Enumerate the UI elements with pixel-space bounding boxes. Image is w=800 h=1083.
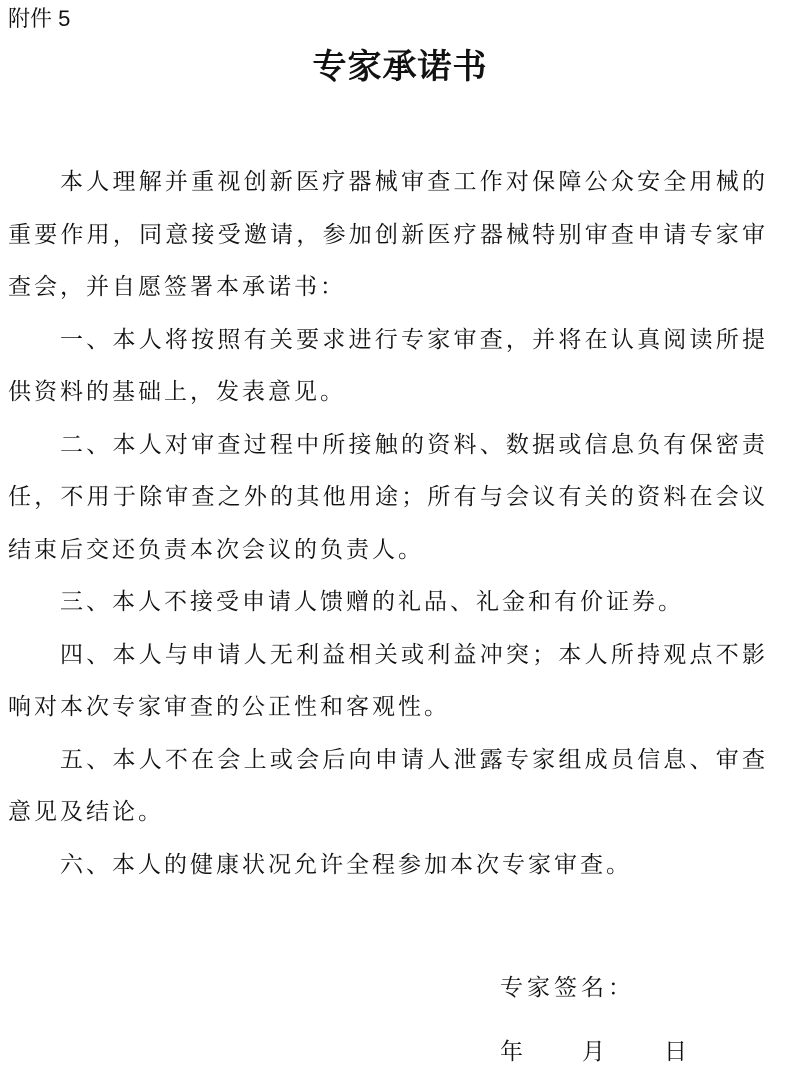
attachment-label: 附件 5 (8, 6, 71, 31)
date-month-label: 月 (582, 1039, 605, 1065)
commitment-item-5: 五、本人不在会上或会后向申请人泄露专家组成员信息、审查意见及结论。 (8, 746, 768, 825)
commitment-item-1: 一、本人将按照有关要求进行专家审查，并将在认真阅读所提供资料的基础上，发表意见。 (8, 326, 768, 405)
signature-label: 专家签名： (500, 975, 635, 1001)
document-body (8, 156, 768, 891)
commitment-item-4: 四、本人与申请人无利益相关或利益冲突；本人所持观点不影响对本次专家审查的公正性和客观性。 (8, 641, 768, 720)
commitment-item-6: 六、本人的健康状况允许全程参加本次专家审查。 (60, 851, 632, 878)
commitment-item-2: 二、本人对审查过程中所接触的资料、数据或信息负有保密责任，不用于除审查之外的其他用途；所有与会议有关的资料在会议结束后交还负责本次会议的负责人。 (8, 431, 768, 563)
commitment-item-3: 三、本人不接受申请人馈赠的礼品、礼金和有价证券。 (60, 589, 684, 615)
date-day-label: 日 (664, 1039, 687, 1065)
document-title: 专家承诺书 (312, 47, 488, 87)
intro-paragraph: 本人理解并重视创新医疗器械审查工作对保障公众安全用械的重要作用，同意接受邀请，参加创新医疗器械特别审查申请专家审查会，并自愿签署本承诺书： (8, 169, 768, 300)
date-year-label: 年 (500, 1039, 523, 1065)
